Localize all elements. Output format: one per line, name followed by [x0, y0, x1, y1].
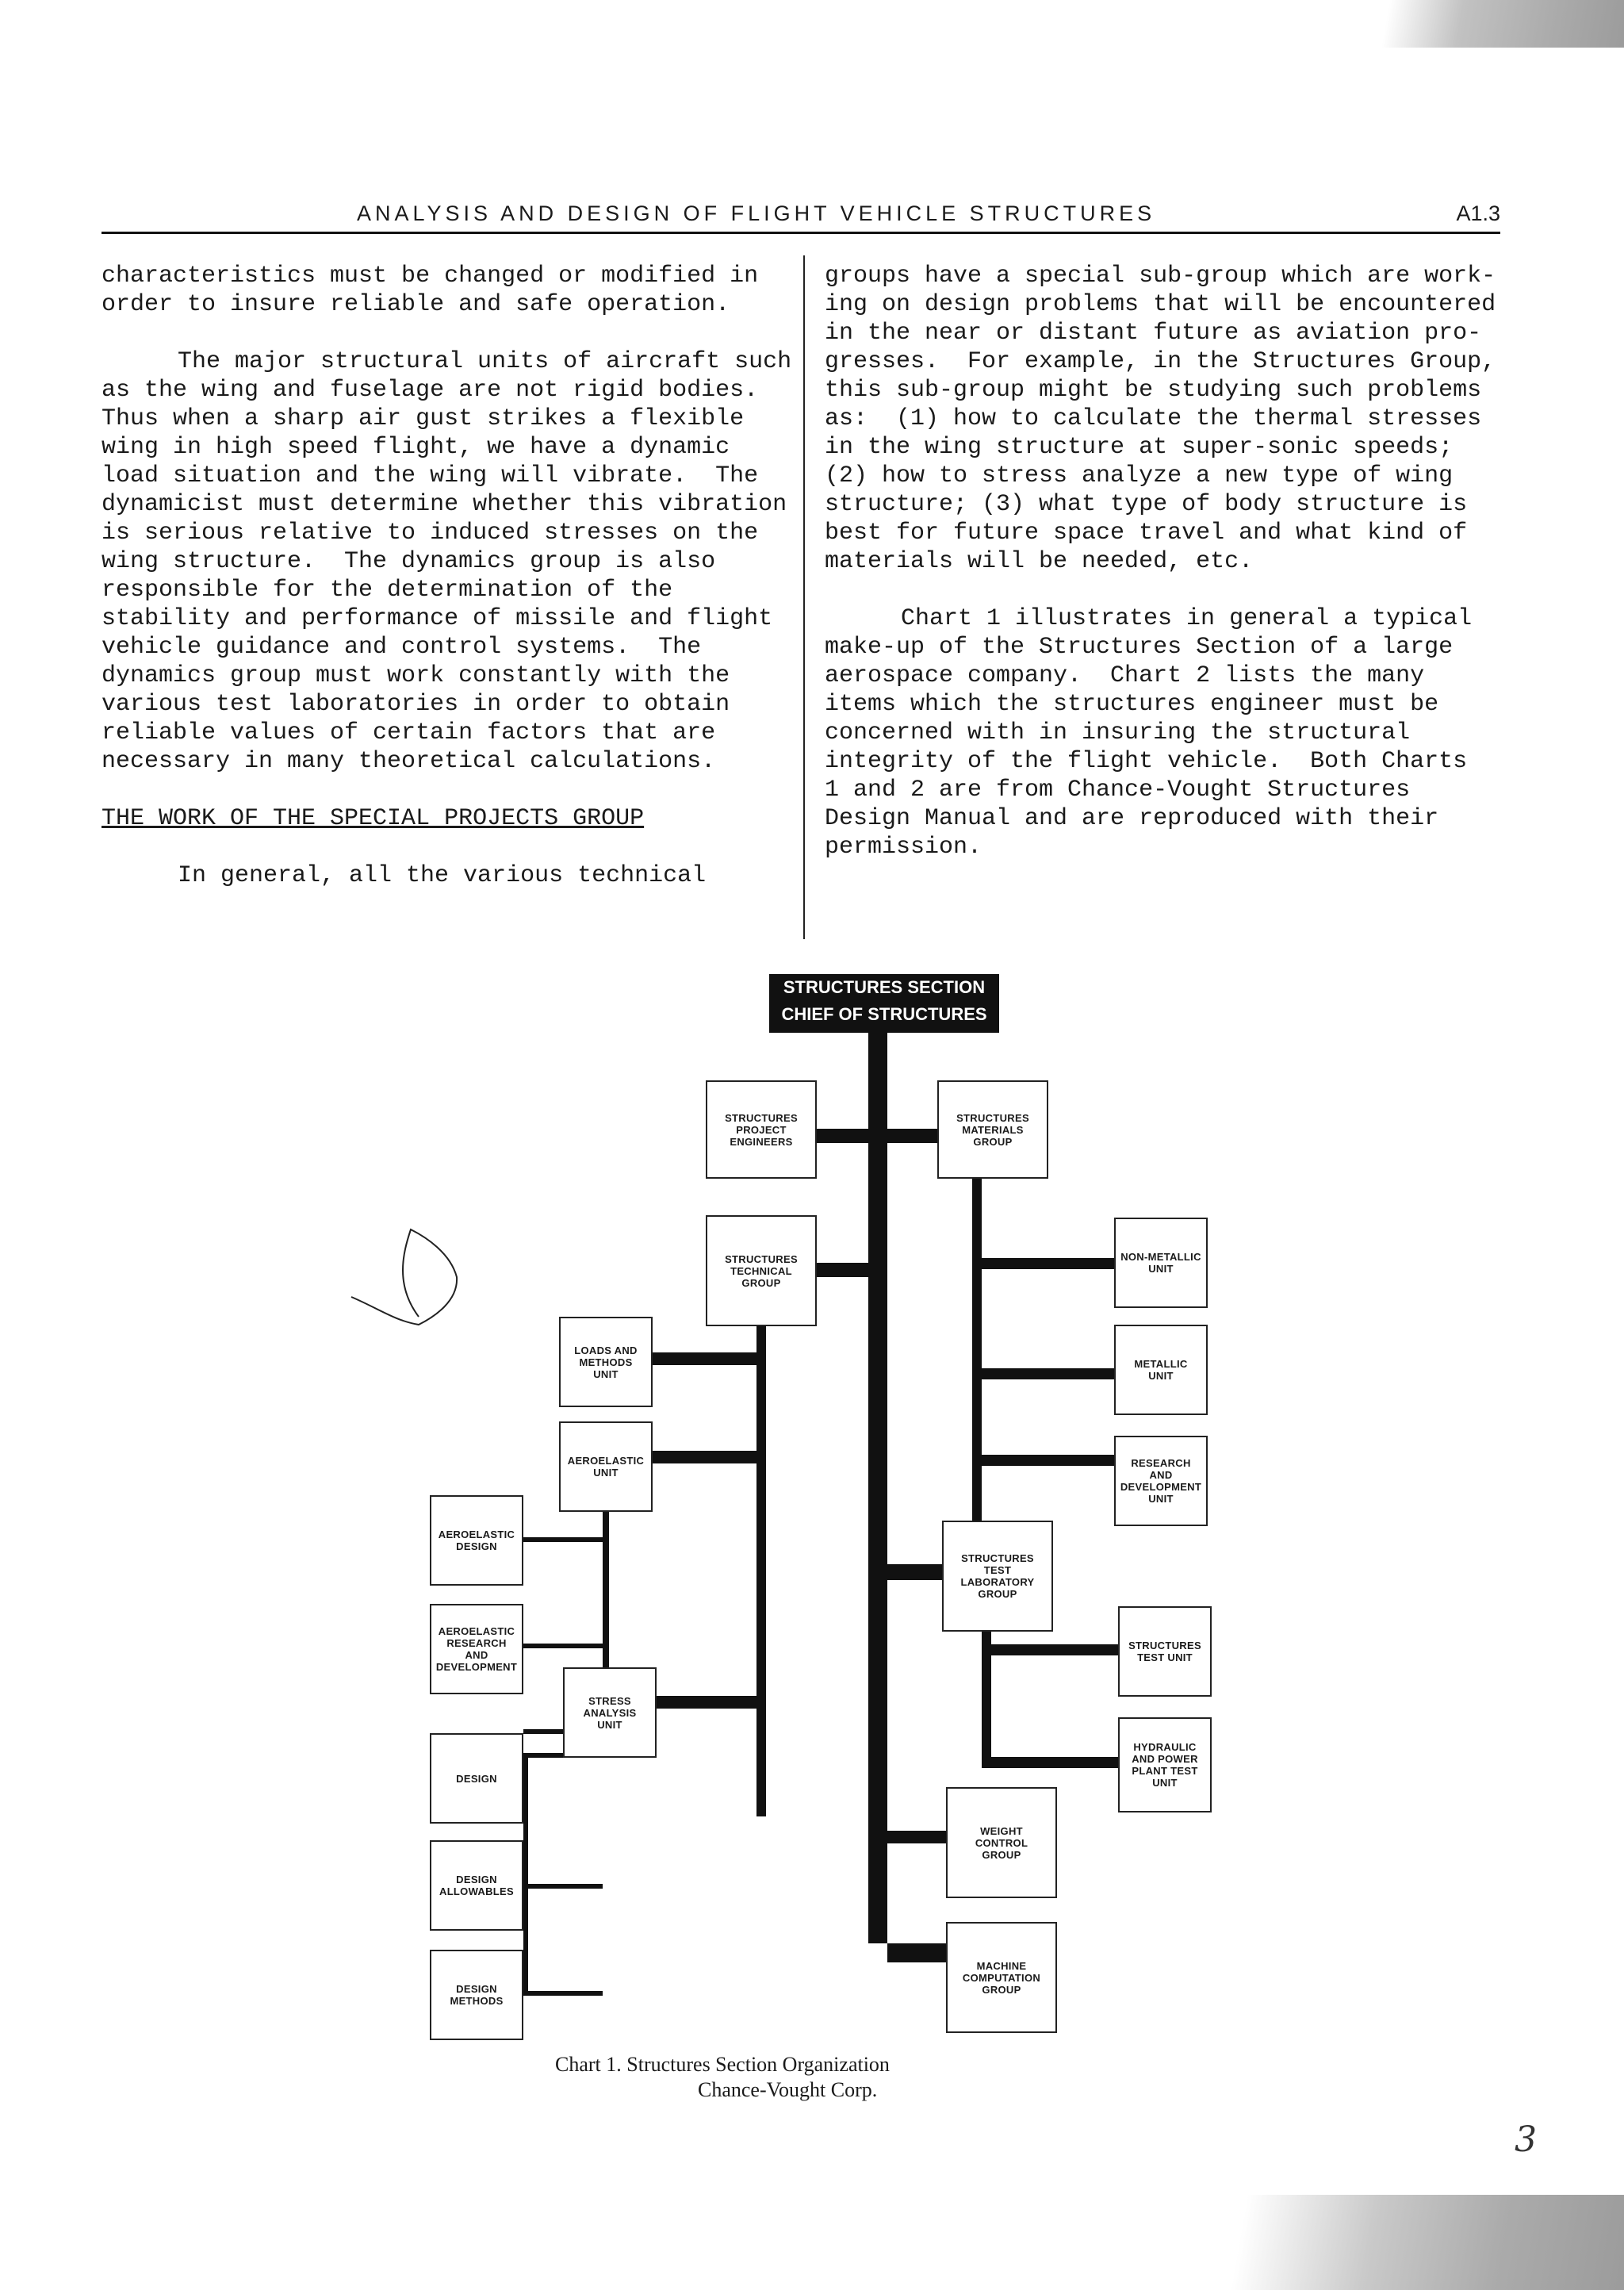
- handwritten-page-mark: 3: [1515, 2119, 1537, 2160]
- right-column: [825, 262, 1515, 890]
- node-label: STRESS ANALYSIS UNIT: [583, 1694, 637, 1731]
- node-technical-group: [706, 1215, 817, 1326]
- running-header: [102, 200, 1500, 234]
- node-aeroelastic-design: [430, 1495, 523, 1586]
- node-label: MACHINE COMPUTATION GROUP: [962, 1959, 1041, 1996]
- node-label: RESEARCH AND DEVELOPMENT UNIT: [1120, 1457, 1202, 1505]
- node-test-laboratory-group: [942, 1521, 1053, 1632]
- node-label: DESIGN ALLOWABLES: [439, 1874, 514, 1897]
- node-label: DESIGN: [456, 1772, 497, 1785]
- node-non-metallic-unit: [1114, 1218, 1208, 1308]
- top-node-line2: CHIEF OF STRUCTURES: [781, 1004, 987, 1024]
- node-label: WEIGHT CONTROL GROUP: [975, 1824, 1028, 1861]
- node-label: STRUCTURES MATERIALS GROUP: [956, 1111, 1029, 1148]
- right-paragraph-2: Chart 1 illustrates in general a typical make-up of the Structures Section of a large aerospace company. Chart 2 lists the many items which the structures engineer must be concerned with in insuring the structural integrity of the flight vehicle. Both Charts 1 and 2 are from Chance-Vought Structures Design Manual and are reproduced with their permission.: [825, 605, 1473, 861]
- left-paragraph-2: The major structural units of aircraft such as the wing and fuselage are not rigid bodies. Thus when a sharp air gust strikes a flexible wing in high speed flight, we have a dynamic load situation and the wing will vibrate. The dynamicist must determine whether this vibration is serious relative to induced stresses on the wing structure. The dynamics group is also responsible for the determination of the stability and performance of missile and flight vehicle guidance and control systems. The dynamics group must work constantly with the various test laboratories in order to obtain reliable values of certain factors that are necessary in many theoretical calculations.: [102, 348, 792, 775]
- node-label: STRUCTURES PROJECT ENGINEERS: [725, 1111, 798, 1148]
- node-label: NON-METALLIC UNIT: [1120, 1251, 1201, 1275]
- node-loads-methods-unit: [559, 1317, 653, 1407]
- section-heading: THE WORK OF THE SPECIAL PROJECTS GROUP: [102, 805, 645, 832]
- node-label: HYDRAULIC AND POWER PLANT TEST UNIT: [1132, 1741, 1198, 1789]
- scan-noise-bottom: [1116, 2195, 1624, 2290]
- node-label: AEROELASTIC UNIT: [567, 1455, 645, 1479]
- node-label: STRUCTURES TEST LABORATORY GROUP: [960, 1552, 1035, 1600]
- caption-line2: Chance-Vought Corp.: [698, 2078, 878, 2101]
- node-project-engineers: [706, 1080, 817, 1179]
- node-label: AEROELASTIC RESEARCH AND DEVELOPMENT: [435, 1625, 518, 1673]
- scan-noise-top: [1259, 0, 1624, 48]
- node-materials-group: [937, 1080, 1048, 1179]
- page-number: A1.3: [1456, 201, 1500, 225]
- left-paragraph-3: In general, all the various technical: [178, 862, 707, 889]
- node-research-development-unit: [1114, 1436, 1208, 1526]
- node-structures-test-unit: [1118, 1606, 1212, 1697]
- column-divider: [803, 255, 805, 939]
- node-aeroelastic-unit: [559, 1421, 653, 1512]
- caption-line1: Chart 1. Structures Section Organization: [555, 2053, 890, 2076]
- node-machine-computation-group: [946, 1922, 1057, 2033]
- top-node-line1: STRUCTURES SECTION: [783, 977, 986, 997]
- node-label: AEROELASTIC DESIGN: [438, 1529, 515, 1552]
- node-label: STRUCTURES TECHNICAL GROUP: [725, 1252, 798, 1289]
- node-design-allowables: [430, 1840, 523, 1931]
- left-paragraph-1: characteristics must be changed or modified in order to insure reliable and safe operation.: [102, 263, 759, 318]
- node-label: DESIGN METHODS: [450, 1983, 504, 2007]
- node-stress-analysis-unit: [563, 1667, 657, 1758]
- trunk-line: [868, 1031, 887, 1943]
- node-label: STRUCTURES TEST UNIT: [1128, 1640, 1201, 1663]
- chart-caption: [555, 2052, 1110, 2103]
- left-column: [102, 262, 799, 919]
- node-hydraulic-power-plant-unit: [1118, 1717, 1212, 1812]
- node-design-methods: [430, 1950, 523, 2040]
- node-weight-control-group: [946, 1787, 1057, 1898]
- node-metallic-unit: [1114, 1325, 1208, 1415]
- node-aeroelastic-research: [430, 1604, 523, 1694]
- node-label: LOADS AND METHODS UNIT: [574, 1344, 638, 1380]
- node-design: [430, 1733, 523, 1824]
- top-node-structures-section: [769, 974, 999, 1033]
- org-chart: [412, 960, 1253, 2054]
- running-title: ANALYSIS AND DESIGN OF FLIGHT VEHICLE STRUCTURES: [357, 201, 1156, 225]
- node-label: METALLIC UNIT: [1134, 1358, 1188, 1382]
- right-paragraph-1: groups have a special sub-group which are work- ing on design problems that will be encountered in the near or distant future as aviation pro- gresses. For example, in the Structures Group, this sub-group might be studying such problems as: (1) how to calculate the thermal stresses in the wing structure at super-sonic speeds; (2) how to stress analyze a new type of wing structure; (3) what type of body structure is best for future space travel and what kind of materials will be needed, etc.: [825, 263, 1496, 575]
